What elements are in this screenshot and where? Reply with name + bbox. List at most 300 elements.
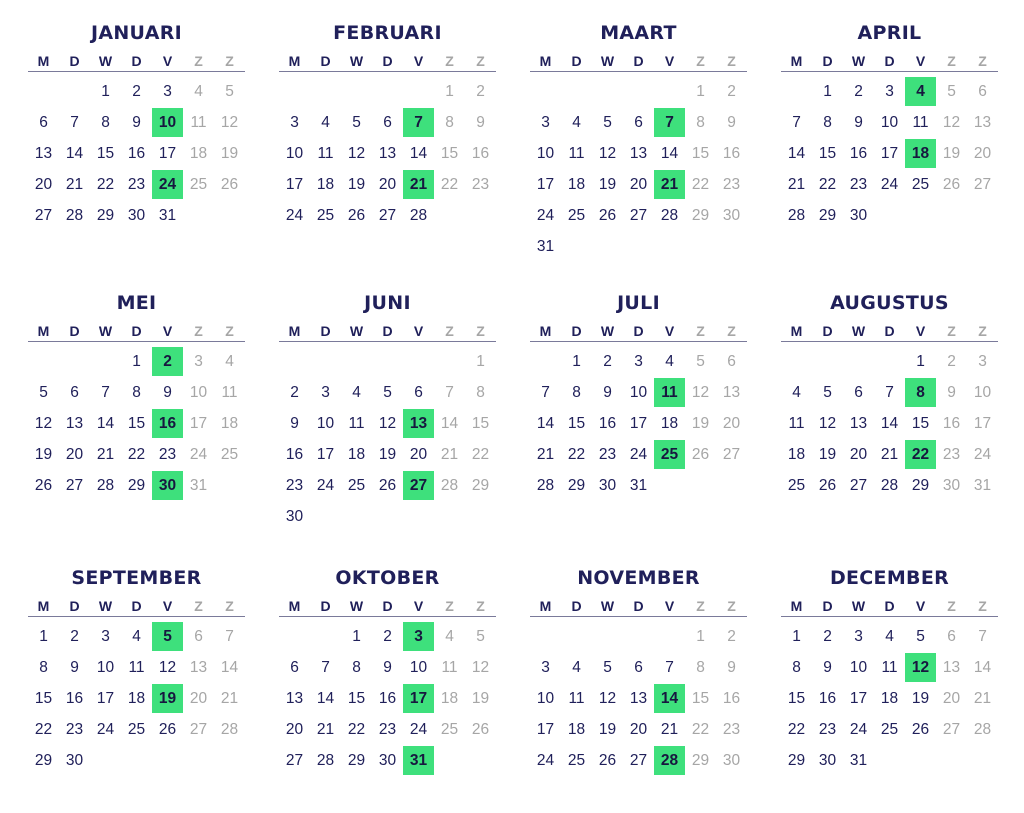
day-cell: 16 — [65, 689, 84, 707]
highlighted-day: 16 — [152, 409, 183, 438]
day-cell: 16 — [942, 414, 961, 432]
day-cell: 24 — [880, 175, 899, 193]
weekday-header-row — [781, 321, 998, 342]
day-cell: 14 — [316, 689, 335, 707]
day-cell: 27 — [34, 206, 53, 224]
day-cell: 9 — [476, 113, 485, 131]
weekday-header: V — [162, 323, 173, 339]
day-cell: 28 — [440, 476, 459, 494]
day-cell: 20 — [722, 414, 741, 432]
day-cell: 3 — [163, 82, 172, 100]
day-cell: 4 — [792, 383, 801, 401]
day-cell: 27 — [629, 206, 648, 224]
day-cell: 14 — [440, 414, 459, 432]
month-title: SEPTEMBER — [71, 567, 202, 589]
day-cell: 24 — [189, 445, 208, 463]
day-cell: 1 — [352, 627, 361, 645]
day-cell: 27 — [189, 720, 208, 738]
weekday-header: M — [37, 53, 50, 69]
day-cell: 27 — [65, 476, 84, 494]
empty-cell — [530, 76, 561, 107]
day-cell: 5 — [947, 82, 956, 100]
highlighted-day: 27 — [403, 471, 434, 500]
weekday-header: W — [98, 53, 113, 69]
day-cell: 3 — [321, 383, 330, 401]
highlighted-day: 14 — [654, 684, 685, 713]
day-cell: 16 — [285, 445, 304, 463]
day-cell: 2 — [132, 82, 141, 100]
weekday-header: D — [884, 53, 895, 69]
day-cell: 19 — [347, 175, 366, 193]
day-cell: 5 — [383, 383, 392, 401]
day-cell: 24 — [409, 720, 428, 738]
weekday-header: Z — [947, 323, 956, 339]
day-cell: 18 — [567, 720, 586, 738]
day-cell: 9 — [383, 658, 392, 676]
day-cell: 17 — [316, 445, 335, 463]
day-cell: 10 — [536, 689, 555, 707]
day-cell: 16 — [722, 144, 741, 162]
day-cell: 29 — [471, 476, 490, 494]
day-cell: 9 — [70, 658, 79, 676]
day-cell: 10 — [629, 383, 648, 401]
day-cell: 23 — [378, 720, 397, 738]
day-cell: 15 — [34, 689, 53, 707]
day-cell: 13 — [942, 658, 961, 676]
day-cell: 6 — [39, 113, 48, 131]
day-cell: 21 — [220, 689, 239, 707]
day-cell: 1 — [101, 82, 110, 100]
weekday-header: Z — [225, 598, 234, 614]
day-cell: 21 — [787, 175, 806, 193]
empty-cell — [28, 76, 59, 107]
day-cell: 24 — [96, 720, 115, 738]
day-cell: 15 — [567, 414, 586, 432]
day-grid — [781, 621, 998, 776]
day-cell: 25 — [316, 206, 335, 224]
weekday-header: D — [69, 598, 80, 614]
day-cell: 3 — [634, 352, 643, 370]
day-cell: 18 — [787, 445, 806, 463]
day-cell: 23 — [471, 175, 490, 193]
day-cell: 20 — [65, 445, 84, 463]
day-cell: 30 — [598, 476, 617, 494]
empty-cell — [592, 76, 623, 107]
day-cell: 11 — [441, 658, 458, 676]
weekday-header: V — [162, 598, 173, 614]
day-cell: 5 — [476, 627, 485, 645]
day-cell: 29 — [96, 206, 115, 224]
weekday-header: Z — [445, 598, 454, 614]
day-cell: 27 — [942, 720, 961, 738]
day-cell: 4 — [885, 627, 894, 645]
day-cell: 22 — [127, 445, 146, 463]
weekday-header: D — [571, 323, 582, 339]
weekday-header: M — [539, 53, 552, 69]
weekday-header: W — [851, 598, 866, 614]
highlighted-day: 10 — [152, 108, 183, 137]
day-cell: 25 — [567, 206, 586, 224]
day-cell: 5 — [352, 113, 361, 131]
weekday-header: D — [822, 598, 833, 614]
day-cell: 14 — [973, 658, 992, 676]
weekday-header: Z — [476, 598, 485, 614]
day-cell: 11 — [912, 113, 929, 131]
weekday-header-row — [279, 321, 496, 342]
weekday-header: M — [37, 598, 50, 614]
day-cell: 12 — [347, 144, 366, 162]
day-cell: 3 — [541, 113, 550, 131]
day-cell: 4 — [665, 352, 674, 370]
day-cell: 10 — [189, 383, 208, 401]
day-cell: 10 — [409, 658, 428, 676]
day-cell: 28 — [409, 206, 428, 224]
day-cell: 29 — [34, 751, 53, 769]
weekday-header: W — [600, 323, 615, 339]
day-cell: 18 — [189, 144, 208, 162]
day-cell: 7 — [541, 383, 550, 401]
highlighted-day: 21 — [403, 170, 434, 199]
day-cell: 30 — [65, 751, 84, 769]
day-cell: 19 — [942, 144, 961, 162]
day-cell: 10 — [536, 144, 555, 162]
day-cell: 14 — [65, 144, 84, 162]
day-cell: 19 — [598, 720, 617, 738]
highlighted-day: 24 — [152, 170, 183, 199]
day-cell: 12 — [220, 113, 239, 131]
weekday-header: V — [664, 53, 675, 69]
day-cell: 22 — [787, 720, 806, 738]
day-cell: 30 — [285, 507, 304, 525]
highlighted-day: 13 — [403, 409, 434, 438]
day-grid — [28, 621, 245, 776]
day-cell: 15 — [127, 414, 146, 432]
day-grid — [781, 346, 998, 501]
weekday-header: Z — [225, 323, 234, 339]
day-cell: 1 — [696, 82, 705, 100]
highlighted-day: 17 — [403, 684, 434, 713]
day-cell: 10 — [96, 658, 115, 676]
day-cell: 3 — [978, 352, 987, 370]
day-cell: 17 — [189, 414, 208, 432]
day-cell: 31 — [189, 476, 208, 494]
day-cell: 13 — [722, 383, 741, 401]
weekday-header: V — [413, 323, 424, 339]
weekday-header: D — [131, 323, 142, 339]
day-cell: 1 — [823, 82, 832, 100]
day-cell: 5 — [39, 383, 48, 401]
day-cell: 21 — [660, 720, 679, 738]
day-cell: 2 — [854, 82, 863, 100]
highlighted-day: 2 — [152, 347, 183, 376]
weekday-header-row — [530, 51, 747, 72]
day-cell: 9 — [603, 383, 612, 401]
day-grid — [28, 76, 245, 231]
weekday-header: D — [320, 323, 331, 339]
day-cell: 2 — [727, 82, 736, 100]
day-cell: 11 — [788, 414, 805, 432]
day-cell: 8 — [445, 113, 454, 131]
weekday-header: M — [288, 598, 301, 614]
day-cell: 15 — [787, 689, 806, 707]
day-cell: 21 — [96, 445, 115, 463]
day-cell: 29 — [691, 206, 710, 224]
day-cell: 13 — [629, 689, 648, 707]
weekday-header: W — [600, 598, 615, 614]
day-cell: 26 — [378, 476, 397, 494]
day-cell: 15 — [691, 689, 710, 707]
empty-cell — [843, 346, 874, 377]
day-cell: 18 — [220, 414, 239, 432]
month-title: AUGUSTUS — [830, 292, 949, 314]
day-cell: 16 — [598, 414, 617, 432]
empty-cell — [90, 346, 121, 377]
day-cell: 31 — [973, 476, 992, 494]
weekday-header: Z — [978, 323, 987, 339]
empty-cell — [341, 346, 372, 377]
weekday-header: D — [884, 598, 895, 614]
day-cell: 7 — [885, 383, 894, 401]
empty-cell — [561, 621, 592, 652]
day-cell: 20 — [34, 175, 53, 193]
day-cell: 10 — [973, 383, 992, 401]
empty-cell — [341, 76, 372, 107]
day-grid — [279, 346, 496, 532]
day-cell: 13 — [65, 414, 84, 432]
day-cell: 17 — [536, 175, 555, 193]
day-cell: 23 — [942, 445, 961, 463]
day-cell: 10 — [880, 113, 899, 131]
weekday-header: D — [320, 53, 331, 69]
day-cell: 19 — [378, 445, 397, 463]
month-title: FEBRUARI — [333, 22, 442, 44]
weekday-header-row — [28, 51, 245, 72]
day-cell: 7 — [445, 383, 454, 401]
day-cell: 12 — [158, 658, 177, 676]
day-cell: 28 — [65, 206, 84, 224]
day-cell: 1 — [445, 82, 454, 100]
day-cell: 19 — [691, 414, 710, 432]
empty-cell — [561, 76, 592, 107]
day-cell: 18 — [567, 175, 586, 193]
day-cell: 6 — [414, 383, 423, 401]
weekday-header: Z — [727, 323, 736, 339]
day-cell: 7 — [321, 658, 330, 676]
day-cell: 25 — [440, 720, 459, 738]
day-cell: 29 — [567, 476, 586, 494]
day-cell: 1 — [792, 627, 801, 645]
day-cell: 23 — [849, 175, 868, 193]
day-cell: 31 — [158, 206, 177, 224]
month-title: NOVEMBER — [577, 567, 700, 589]
weekday-header: M — [790, 323, 803, 339]
weekday-header: Z — [696, 598, 705, 614]
day-cell: 12 — [598, 689, 617, 707]
day-cell: 23 — [598, 445, 617, 463]
day-cell: 8 — [696, 113, 705, 131]
day-cell: 14 — [880, 414, 899, 432]
day-cell: 7 — [978, 627, 987, 645]
day-cell: 27 — [722, 445, 741, 463]
day-cell: 24 — [536, 206, 555, 224]
day-cell: 20 — [629, 175, 648, 193]
day-cell: 18 — [440, 689, 459, 707]
empty-cell — [310, 346, 341, 377]
highlighted-day: 31 — [403, 746, 434, 775]
day-cell: 2 — [70, 627, 79, 645]
day-cell: 28 — [220, 720, 239, 738]
day-cell: 7 — [225, 627, 234, 645]
day-cell: 26 — [220, 175, 239, 193]
weekday-header: V — [664, 323, 675, 339]
day-cell: 9 — [947, 383, 956, 401]
empty-cell — [372, 76, 403, 107]
day-cell: 5 — [603, 113, 612, 131]
weekday-header: V — [915, 323, 926, 339]
day-cell: 26 — [942, 175, 961, 193]
day-cell: 23 — [65, 720, 84, 738]
weekday-header: M — [288, 53, 301, 69]
empty-cell — [59, 76, 90, 107]
weekday-header: W — [851, 323, 866, 339]
day-cell: 6 — [290, 658, 299, 676]
day-cell: 4 — [132, 627, 141, 645]
day-cell: 8 — [572, 383, 581, 401]
day-cell: 29 — [691, 751, 710, 769]
day-cell: 22 — [347, 720, 366, 738]
day-cell: 15 — [911, 414, 930, 432]
day-cell: 9 — [132, 113, 141, 131]
day-cell: 4 — [445, 627, 454, 645]
day-cell: 28 — [96, 476, 115, 494]
day-cell: 6 — [854, 383, 863, 401]
day-cell: 14 — [536, 414, 555, 432]
highlighted-day: 7 — [654, 108, 685, 137]
day-cell: 21 — [440, 445, 459, 463]
day-cell: 8 — [132, 383, 141, 401]
day-cell: 11 — [128, 658, 145, 676]
day-cell: 30 — [378, 751, 397, 769]
day-cell: 21 — [536, 445, 555, 463]
day-cell: 31 — [849, 751, 868, 769]
day-cell: 23 — [818, 720, 837, 738]
weekday-header: D — [69, 323, 80, 339]
empty-cell — [403, 346, 434, 377]
highlighted-day: 3 — [403, 622, 434, 651]
day-cell: 19 — [471, 689, 490, 707]
day-cell: 6 — [194, 627, 203, 645]
day-cell: 27 — [629, 751, 648, 769]
day-cell: 5 — [603, 658, 612, 676]
month-title: JANUARI — [90, 22, 183, 44]
day-cell: 12 — [471, 658, 490, 676]
day-cell: 7 — [70, 113, 79, 131]
highlighted-day: 22 — [905, 440, 936, 469]
day-cell: 26 — [818, 476, 837, 494]
day-cell: 17 — [880, 144, 899, 162]
day-cell: 1 — [476, 352, 485, 370]
day-cell: 27 — [285, 751, 304, 769]
day-cell: 22 — [567, 445, 586, 463]
day-grid — [530, 346, 747, 501]
weekday-header: Z — [225, 53, 234, 69]
day-cell: 10 — [316, 414, 335, 432]
day-grid — [28, 346, 245, 501]
highlighted-day: 19 — [152, 684, 183, 713]
day-cell: 21 — [316, 720, 335, 738]
day-cell: 3 — [194, 352, 203, 370]
day-grid — [279, 76, 496, 231]
weekday-header: M — [790, 598, 803, 614]
day-cell: 11 — [348, 414, 365, 432]
day-cell: 31 — [629, 476, 648, 494]
weekday-header: W — [349, 53, 364, 69]
day-cell: 18 — [660, 414, 679, 432]
weekday-header: V — [162, 53, 173, 69]
day-cell: 3 — [290, 113, 299, 131]
weekday-header: W — [600, 53, 615, 69]
day-cell: 11 — [568, 689, 585, 707]
day-cell: 29 — [911, 476, 930, 494]
month-title: DECEMBER — [829, 567, 950, 589]
highlighted-day: 25 — [654, 440, 685, 469]
weekday-header: D — [131, 598, 142, 614]
weekday-header: Z — [476, 53, 485, 69]
day-cell: 14 — [220, 658, 239, 676]
day-cell: 11 — [568, 144, 585, 162]
day-cell: 24 — [973, 445, 992, 463]
day-cell: 25 — [911, 175, 930, 193]
day-grid — [781, 76, 998, 231]
weekday-header-row — [781, 596, 998, 617]
empty-cell — [623, 76, 654, 107]
day-cell: 26 — [598, 206, 617, 224]
weekday-header: Z — [445, 323, 454, 339]
day-cell: 4 — [321, 113, 330, 131]
empty-cell — [654, 76, 685, 107]
empty-cell — [279, 76, 310, 107]
day-cell: 19 — [818, 445, 837, 463]
day-cell: 15 — [691, 144, 710, 162]
day-cell: 9 — [854, 113, 863, 131]
day-cell: 8 — [792, 658, 801, 676]
day-cell: 6 — [70, 383, 79, 401]
day-cell: 20 — [378, 175, 397, 193]
day-cell: 2 — [383, 627, 392, 645]
day-cell: 8 — [352, 658, 361, 676]
day-cell: 24 — [285, 206, 304, 224]
day-cell: 4 — [225, 352, 234, 370]
day-cell: 13 — [629, 144, 648, 162]
day-grid — [279, 621, 496, 776]
day-cell: 5 — [916, 627, 925, 645]
day-cell: 17 — [849, 689, 868, 707]
day-cell: 26 — [158, 720, 177, 738]
weekday-header: D — [571, 53, 582, 69]
day-cell: 8 — [101, 113, 110, 131]
day-cell: 20 — [629, 720, 648, 738]
day-cell: 10 — [849, 658, 868, 676]
weekday-header: Z — [194, 598, 203, 614]
highlighted-day: 30 — [152, 471, 183, 500]
day-cell: 3 — [854, 627, 863, 645]
weekday-header-row — [530, 596, 747, 617]
day-cell: 20 — [189, 689, 208, 707]
day-cell: 16 — [818, 689, 837, 707]
day-cell: 25 — [787, 476, 806, 494]
weekday-header: V — [664, 598, 675, 614]
weekday-header: M — [288, 323, 301, 339]
